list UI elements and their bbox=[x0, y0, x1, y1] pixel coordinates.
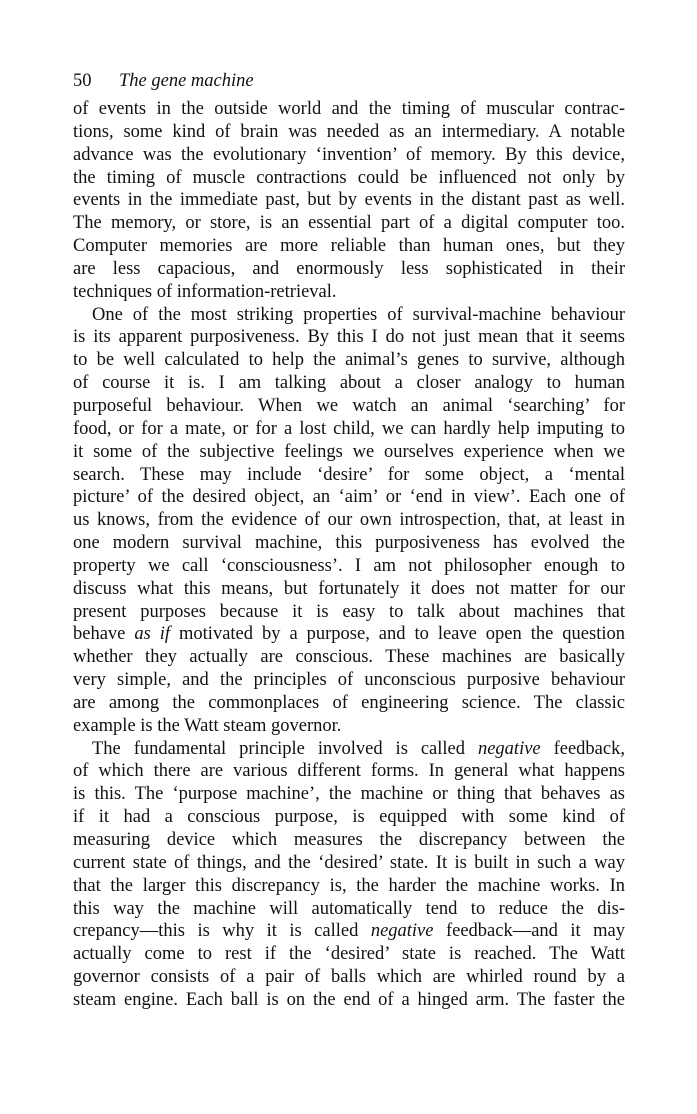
text-line: very simple, and the principles of unconscious purposive behaviour bbox=[73, 670, 625, 691]
text-line: whether they actually are conscious. These machines are basically bbox=[73, 647, 625, 668]
text-line: to be well calculated to help the animal’s genes to survive, although bbox=[73, 350, 625, 371]
text-line: One of the most striking properties of survival-machine behaviour bbox=[92, 304, 625, 325]
running-title: The gene machine bbox=[119, 71, 254, 91]
text-line: techniques of information-retrieval. bbox=[73, 281, 337, 302]
text-line: tions, some kind of brain was needed as an intermediary. A notable bbox=[73, 121, 625, 142]
text-line: of events in the outside world and the timing of muscular contrac- bbox=[73, 99, 625, 119]
italic-emphasis: negative bbox=[477, 738, 541, 759]
text-line: it some of the subjective feelings we ourselves experience when we bbox=[73, 441, 625, 462]
text-line: example is the Watt steam governor. bbox=[73, 715, 342, 736]
text-line: of which there are various different forms. In general what happens bbox=[73, 761, 625, 782]
text-line: this way the machine will automatically tend to reduce the dis- bbox=[73, 898, 625, 919]
text-line: purposeful behaviour. When we watch an animal ‘searching’ for bbox=[73, 395, 625, 416]
running-head bbox=[73, 70, 625, 94]
text-line: crepancy—this is why it is called negative feedback—and it may bbox=[73, 921, 625, 942]
text-line: of course it is. I am talking about a closer analogy to human bbox=[73, 373, 625, 394]
text-line: are among the commonplaces of engineering science. The classic bbox=[73, 692, 625, 713]
text-line: food, or for a mate, or for a lost child, we can hardly help imputing to bbox=[73, 418, 625, 439]
text-line: measuring device which measures the discrepancy between the bbox=[73, 830, 625, 850]
text-line: advance was the evolutionary ‘invention’ of memory. By this device, bbox=[73, 144, 625, 165]
text-line: us knows, from the evidence of our own introspection, that, at least in bbox=[73, 510, 625, 531]
text-line: Computer memories are more reliable than human ones, but they bbox=[73, 236, 625, 257]
text-line: is this. The ‘purpose machine’, the machine or thing that behaves as bbox=[73, 784, 625, 805]
page-number: 50 bbox=[73, 71, 92, 91]
italic-emphasis: as if bbox=[134, 624, 171, 645]
text-line: search. These may include ‘desire’ for some object, a ‘mental bbox=[73, 464, 625, 485]
text-line: actually come to rest if the ‘desired’ state is reached. The Watt bbox=[73, 944, 625, 965]
text-line: that the larger this discrepancy is, the harder the machine works. In bbox=[73, 875, 625, 896]
text-line: current state of things, and the ‘desired’ state. It is built in such a way bbox=[73, 852, 625, 873]
text-line: the timing of muscle contractions could be influenced not only by bbox=[73, 167, 625, 188]
text-line: one modern survival machine, this purposiveness has evolved the bbox=[73, 533, 625, 554]
text-line: present purposes because it is easy to talk about machines that bbox=[73, 601, 625, 622]
text-line: if it had a conscious purpose, is equipped with some kind of bbox=[73, 807, 625, 828]
body-text bbox=[73, 98, 625, 1012]
book-page bbox=[73, 70, 625, 1012]
text-line: are less capacious, and enormously less sophisticated in their bbox=[73, 258, 625, 279]
text-line: is its apparent purposiveness. By this I do not just mean that it seems bbox=[73, 327, 625, 348]
text-line: discuss what this means, but fortunately it does not matter for our bbox=[73, 578, 625, 599]
text-line: events in the immediate past, but by events in the distant past as well. bbox=[73, 190, 625, 211]
italic-emphasis: negative bbox=[370, 921, 434, 942]
text-line: picture’ of the desired object, an ‘aim’ or ‘end in view’. Each one of bbox=[73, 487, 625, 508]
text-line: behave as if motivated by a purpose, and to leave open the question bbox=[73, 624, 625, 645]
text-line: The fundamental principle involved is called negative feedback, bbox=[92, 738, 625, 759]
text-line: property we call ‘consciousness’. I am not philosopher enough to bbox=[73, 555, 625, 576]
text-line: The memory, or store, is an essential part of a digital computer too. bbox=[73, 213, 625, 234]
text-line: governor consists of a pair of balls which are whirled round by a bbox=[73, 967, 625, 988]
text-line: steam engine. Each ball is on the end of a hinged arm. The faster the bbox=[73, 989, 625, 1010]
